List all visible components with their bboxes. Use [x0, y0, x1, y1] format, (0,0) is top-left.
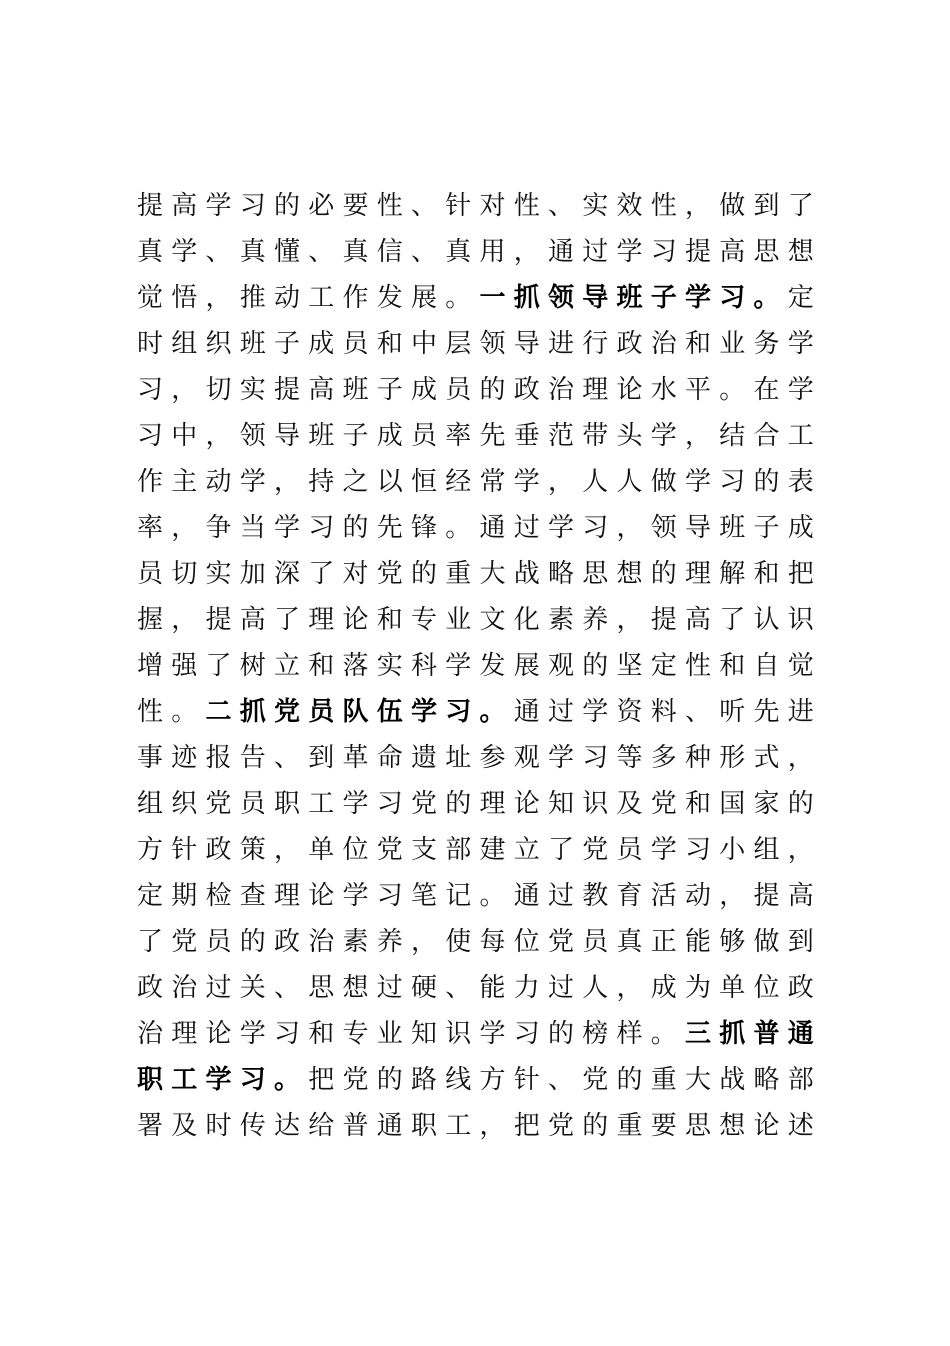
- text-line: 组 织 党 员 职 工 学 习 党 的 理 论 知 识 及 党 和 国 家 的: [137, 789, 814, 819]
- text-line: 作 主 动 学 ， 持 之 以 恒 经 常 学 ， 人 人 做 学 习 的 表: [137, 467, 814, 497]
- body-text: [137, 183, 814, 1149]
- text-line: 习 ， 切 实 提 高 班 子 成 员 的 政 治 理 论 水 平 。 在 学: [137, 375, 814, 405]
- text-line: 治 理 论 学 习 和 专 业 知 识 学 习 的 榜 样 。 三 抓 普 通: [137, 1019, 814, 1049]
- text-line: 增 强 了 树 立 和 落 实 科 学 发 展 观 的 坚 定 性 和 自 觉: [137, 651, 814, 681]
- text-line: 真 学 、 真 懂 、 真 信 、 真 用 ， 通 过 学 习 提 高 思 想: [137, 237, 814, 267]
- text-line: 性 。 二 抓 党 员 队 伍 学 习 。 通 过 学 资 料 、 听 先 进: [137, 697, 814, 727]
- text-line: 方 针 政 策 ， 单 位 党 支 部 建 立 了 党 员 学 习 小 组 ，: [137, 835, 814, 865]
- text-line: 握 ， 提 高 了 理 论 和 专 业 文 化 素 养 ， 提 高 了 认 识: [137, 605, 814, 635]
- text-line: 时 组 织 班 子 成 员 和 中 层 领 导 进 行 政 治 和 业 务 学: [137, 329, 814, 359]
- text-line: 率 ， 争 当 学 习 的 先 锋 。 通 过 学 习 ， 领 导 班 子 成: [137, 513, 814, 543]
- text-line: 职 工 学 习 。 把 党 的 路 线 方 针 、 党 的 重 大 战 略 部: [137, 1065, 814, 1095]
- text-line: 署 及 时 传 达 给 普 通 职 工 ， 把 党 的 重 要 思 想 论 述: [137, 1111, 814, 1141]
- text-line: 政 治 过 关 、 思 想 过 硬 、 能 力 过 人 ， 成 为 单 位 政: [137, 973, 814, 1003]
- text-line: 习 中 ， 领 导 班 子 成 员 率 先 垂 范 带 头 学 ， 结 合 工: [137, 421, 814, 451]
- text-line: 定 期 检 查 理 论 学 习 笔 记 。 通 过 教 育 活 动 ， 提 高: [137, 881, 814, 911]
- text-line: 提 高 学 习 的 必 要 性 、 针 对 性 、 实 效 性 ， 做 到 了: [137, 191, 814, 221]
- text-line: 员 切 实 加 深 了 对 党 的 重 大 战 略 思 想 的 理 解 和 把: [137, 559, 814, 589]
- text-line: 了 党 员 的 政 治 素 养 ， 使 每 位 党 员 真 正 能 够 做 到: [137, 927, 814, 957]
- text-line: 觉 悟 ， 推 动 工 作 发 展 。 一 抓 领 导 班 子 学 习 。 定: [137, 283, 814, 313]
- text-line: 事 迹 报 告 、 到 革 命 遗 址 参 观 学 习 等 多 种 形 式 ，: [137, 743, 814, 773]
